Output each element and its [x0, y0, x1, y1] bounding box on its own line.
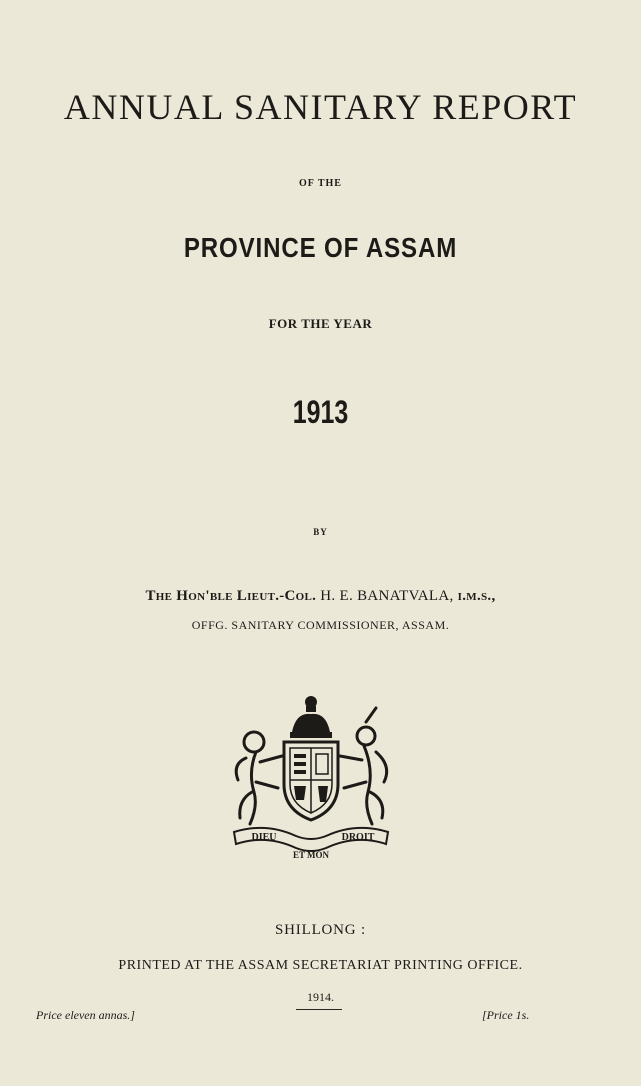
report-title: ANNUAL SANITARY REPORT: [63, 87, 578, 127]
author-name: H. E. BANATVALA,: [320, 588, 454, 604]
province-name: PROVINCE OF ASSAM: [183, 232, 458, 263]
price-annas: Price eleven annas.]: [36, 1008, 135, 1022]
author-suffix: i.m.s.,: [457, 588, 496, 604]
printer-line: PRINTED AT THE ASSAM SECRETARIAT PRINTING OFFICE.: [118, 958, 523, 973]
place-of-printing: SHILLONG :: [275, 922, 366, 938]
author-line: [0, 588, 641, 605]
author-prefix: The Hon'ble Lieut.-Col.: [145, 588, 317, 604]
author-office: OFFG. SANITARY COMMISSIONER, ASSAM.: [191, 618, 450, 632]
publication-year: 1914.: [307, 990, 334, 1004]
of-the-label: OF THE: [299, 178, 342, 189]
motto-left: DIEU: [251, 832, 277, 843]
price-shillings: [Price 1s.: [482, 1008, 530, 1022]
royal-coat-of-arms-icon: [226, 692, 396, 862]
by-label: BY: [313, 527, 328, 537]
motto-right: DROIT: [341, 832, 375, 843]
divider-rule: [296, 1009, 342, 1010]
motto-center: ET MON: [292, 850, 330, 860]
for-the-year-label: FOR THE YEAR: [268, 316, 373, 331]
report-year: 1913: [292, 394, 349, 430]
